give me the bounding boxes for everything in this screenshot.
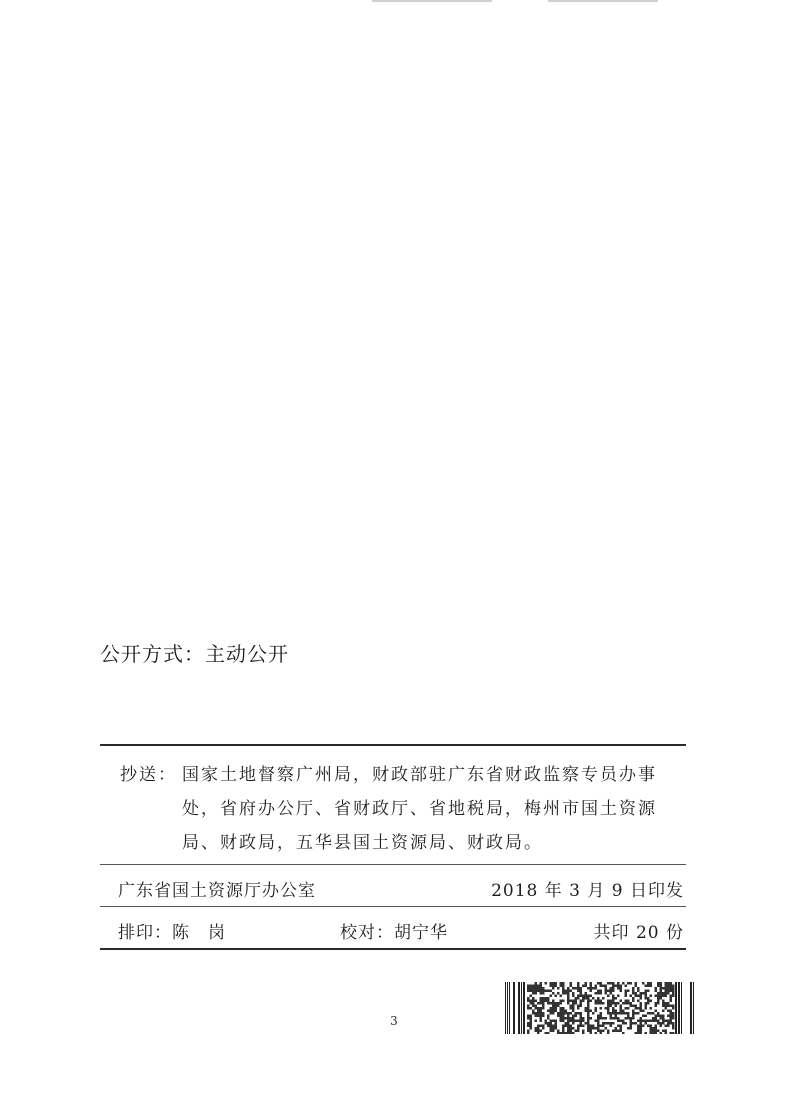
proofreader-name: 胡宁华 [394,923,448,943]
cc-line: 局、财政局，五华县国土资源局、财政局。 [182,833,543,853]
issuing-office: 广东省国土资源厅办公室 [118,881,316,901]
typesetter-label: 排印： [118,923,172,943]
proofreader-label: 校对： [340,923,394,943]
disclosure-method [100,638,289,667]
copy-count: 共印 20 份 [593,923,684,943]
cc-label: 抄送： [120,765,177,785]
issue-date: 2018 年 3 月 9 日印发 [491,881,684,901]
divider-top [100,744,686,746]
cc-line: 国家土地督察广州局，财政部驻广东省财政监察专员办事 [182,765,657,785]
disclosure-label: 公开方式： [100,642,205,666]
divider-lower [100,906,686,907]
page-number: 3 [390,1014,398,1028]
divider-middle [100,864,686,865]
proofreader [340,918,448,943]
divider-bottom [100,948,686,950]
scan-artifact [548,0,658,2]
scan-artifact [372,0,492,2]
typesetter [118,918,226,943]
typesetter-name: 陈 岗 [172,923,226,943]
cc-line: 处，省府办公厅、省财政厅、省地税局，梅州市国土资源 [182,799,657,819]
disclosure-value: 主动公开 [205,642,289,666]
cc-recipients [182,758,682,860]
